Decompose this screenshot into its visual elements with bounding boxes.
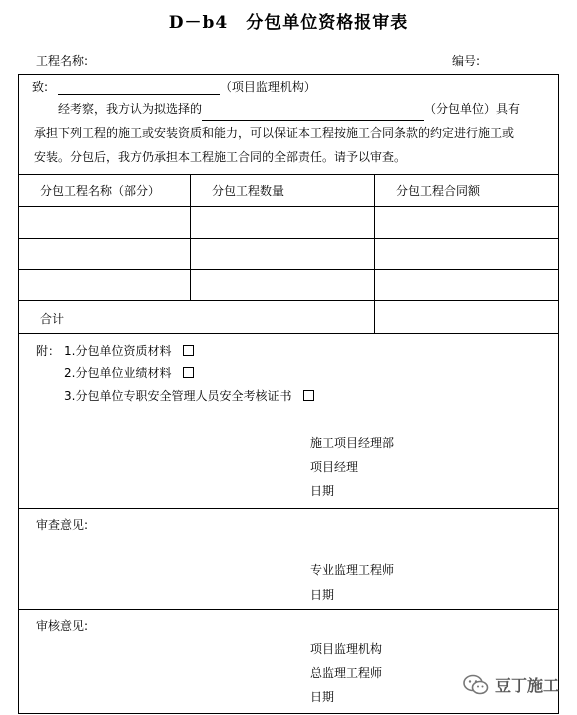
review-role: 专业监理工程师 [310, 563, 395, 577]
section-divider [18, 609, 559, 610]
table-cell[interactable] [191, 270, 373, 299]
attachment-checkbox[interactable] [183, 367, 194, 378]
table-top-line [18, 174, 559, 175]
watermark-text: 豆丁施工 [494, 676, 559, 695]
table-cell[interactable] [19, 207, 189, 237]
approval-date: 日期 [310, 690, 335, 704]
total-amount-cell[interactable] [375, 301, 558, 332]
wechat-icon [463, 674, 489, 696]
watermark [463, 673, 559, 696]
review-label: 审查意见: [36, 518, 89, 532]
total-label: 合计 [40, 312, 65, 326]
declaration-prefix: 经考察，我方认为拟选择的 [58, 102, 203, 116]
table-cell[interactable] [375, 239, 558, 268]
declaration-line2: 承担下列工程的施工或安装资质和能力，可以保证本工程按施工合同条款的约定进行施工或 [34, 126, 515, 140]
table-cell[interactable] [375, 270, 558, 299]
col-header-name: 分包工程名称（部分） [40, 184, 161, 198]
to-label: 致: [32, 80, 49, 94]
declaration-line3: 安装。分包后，我方仍承担本工程施工合同的全部责任。请予以审查。 [34, 150, 407, 164]
contractor-org: 施工项目经理部 [310, 436, 395, 450]
table-cell[interactable] [19, 270, 189, 299]
declaration-paragraph [36, 97, 548, 169]
declaration-suffix: （分包单位）具有 [424, 102, 521, 116]
project-name-label: 工程名称: [36, 54, 89, 68]
table-bottom-line [18, 333, 559, 334]
attachment-checkbox[interactable] [303, 390, 314, 401]
address-line [32, 78, 316, 95]
attachment-item [64, 364, 194, 381]
supervision-org-blank[interactable] [58, 94, 220, 95]
supervision-org-label: （项目监理机构） [219, 80, 316, 94]
review-date: 日期 [310, 588, 335, 602]
attachments-label: 附： [36, 344, 61, 358]
table-cell[interactable] [375, 207, 558, 237]
table-cell[interactable] [191, 239, 373, 268]
table-cell[interactable] [19, 239, 189, 268]
form-title: D－b4 分包单位资格报审表 [168, 13, 409, 33]
approval-org: 项目监理机构 [310, 642, 383, 656]
col-header-amount: 分包工程合同额 [396, 184, 481, 198]
contractor-date: 日期 [310, 484, 335, 498]
number-label: 编号: [452, 54, 481, 68]
attachment-checkbox[interactable] [183, 345, 194, 356]
approval-role: 总监理工程师 [310, 666, 383, 680]
col-header-quantity: 分包工程数量 [212, 184, 285, 198]
attachment-item-label: 3.分包单位专职安全管理人员安全考核证书 [64, 389, 292, 403]
attachment-item [64, 342, 194, 359]
section-divider [18, 508, 559, 509]
contractor-role: 项目经理 [310, 460, 359, 474]
table-cell[interactable] [191, 207, 373, 237]
attachment-item-label: 1.分包单位资质材料 [64, 344, 172, 358]
approval-label: 审核意见: [36, 619, 89, 633]
attachment-item [64, 387, 314, 404]
attachment-item-label: 2.分包单位业绩材料 [64, 366, 172, 380]
